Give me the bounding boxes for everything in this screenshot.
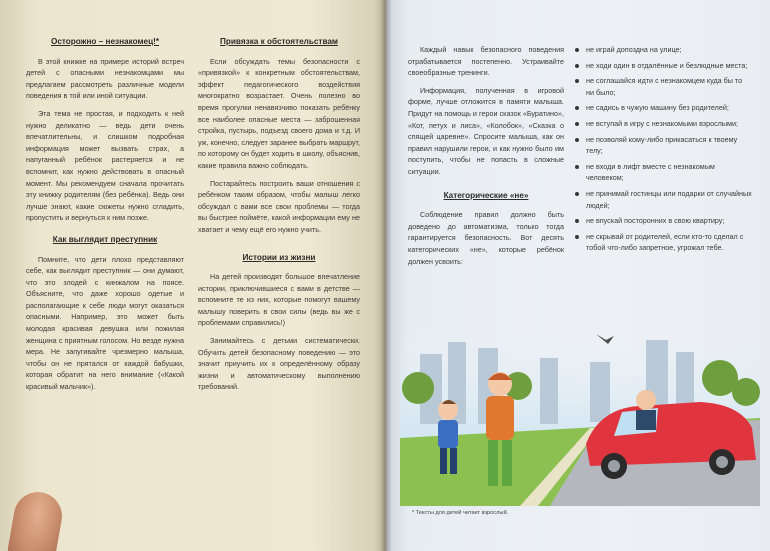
- book-spine: [380, 0, 392, 551]
- paragraph: На детей производят большое впечатление истории, приключившиеся с вами в детстве — вспомните те из них, которые помогут вашему малышу поверить в свои силы (ведь вы же с проблемами справились!): [198, 272, 360, 328]
- heading-circumstances: Привязка к обстоятельствам: [220, 37, 338, 46]
- rule-item: не садись в чужую машину без родителей;: [574, 102, 752, 114]
- rule-item: не вступай в игру с незнакомыми взрослыми;: [574, 118, 752, 130]
- heading-criminal-look: Как выглядит преступник: [52, 234, 158, 244]
- paragraph: Занимайтесь с детьми систематически. Обучить детей безопасному поведению — это значит приучить их к определённому образу жизни и автоматическому выполнению требований.: [198, 336, 360, 392]
- illustration-children-stranger-car-icon: [400, 328, 760, 506]
- heading-categorical-not: Категорические «не»: [443, 190, 529, 200]
- right-column-1: [408, 44, 564, 273]
- paragraph: Каждый навык безопасного поведения отрабатывается постепенно. Устраивайте своеобразные тренинги.: [408, 45, 564, 78]
- paragraph: Эта тема не простая, и подходить к ней нужно деликатно — ведь дети очень впечатлительны, и слишком подробная информация может вызвать страх, а напуганный ребёнок растеряется и не вспомнит, как нужно действовать в опасный момент. Мы рекомендуем сначала прочитать эту книжку родителям (без ребёнка). Ведь они лучше знают, какие сюжеты нужно сгладить, пропустить и вернуться к ним позже.: [26, 108, 184, 223]
- paragraph: Постарайтесь построить ваши отношения с ребёнком таким образом, чтобы малыш легко обсуждал с вами все свои проблемы — тогда вы быстрее поймёте, какой информации ему не хватает и чему ещё его нужно учить.: [198, 178, 360, 234]
- rule-item: не скрывай от родителей, если кто-то сделал с тобой что-либо запретное, угрожал тебе.: [574, 231, 752, 254]
- paragraph: В этой книжке на примере историй встреч детей с опасными незнакомцами мы предлагаем рассмотреть различные модели поведения в той или иной ситуации.: [26, 56, 184, 101]
- rule-item: не ходи один в отдалённые и безлюдные места;: [574, 60, 752, 72]
- footnote: * Тексты для детей читает взрослый.: [412, 510, 509, 516]
- paragraph: Помните, что дети плохо представляют себе, как выглядит преступник — они думают, что это злодей с кинжалом на поясе. Объясните, что даже хорошо одетые и располагающие к себе люди могут оказаться опасными. Например, это может быть молодая красивая девушка или пожилая женщина с приятным голосом. Но везде нужна мера. Не запугивайте чрезмерно малыша, чтобы он не прятался от каждой бабушки, которая обратит на него внимание («Какой красивый мальчик»).: [26, 254, 184, 392]
- paragraph: Соблюдение правил должно быть доведено до автоматизма, только тогда гарантируется безопасность. Вот десять категорических «не», которые ребёнок должен усвоить:: [408, 210, 564, 266]
- rule-item: не входи в лифт вместе с незнакомым человеком;: [574, 161, 752, 184]
- rule-item: не позволяй кому-либо прикасаться к твоему телу;: [574, 134, 752, 157]
- left-column-2: [198, 36, 360, 399]
- stranger-figure: [636, 390, 656, 430]
- thumb-photo-artifact: [6, 488, 65, 551]
- left-column-1: [26, 36, 184, 399]
- paragraph: Если обсуждать темы безопасности с «привязкой» к конкретным обстоятельствам, эффект педагогического воздействия многократно возрастает. Очень полезно во время прогулки ненавязчиво показать ребёнку все наиболее опасные места — заброшенная стройка, пустырь, подъезд своего дома и т.д. И уж, конечно, следует заранее выбрать маршрут, по которому он будет ходить в школу, объяснив, какие правила важно соблюдать.: [198, 56, 360, 170]
- heading-caution-stranger: Осторожно – незнакомец!*: [50, 37, 160, 46]
- rule-item: не впускай посторонних в свою квартиру;: [574, 215, 752, 227]
- paragraph: Информация, полученная в игровой форме, лучше отложится в памяти малыша. Придут на помощь и герои сказок «Буратино», «Кот, петух и лиса», «Колобок», «Сказка о спящей царевне». Спросите малыша, как он правил нарушили герои, и как нужно было им поступить, чтобы не попасть в сложные ситуации.: [408, 85, 564, 176]
- heading-life-stories: Истории из жизни: [242, 252, 316, 262]
- rule-item: не играй допоздна на улице;: [574, 44, 752, 56]
- rule-item: не принимай гостинцы или подарки от случайных людей;: [574, 188, 752, 211]
- rule-item: не соглашайся идти с незнакомцем куда бы то ни было;: [574, 75, 752, 98]
- right-column-2: [574, 44, 752, 258]
- rules-list: [574, 44, 752, 254]
